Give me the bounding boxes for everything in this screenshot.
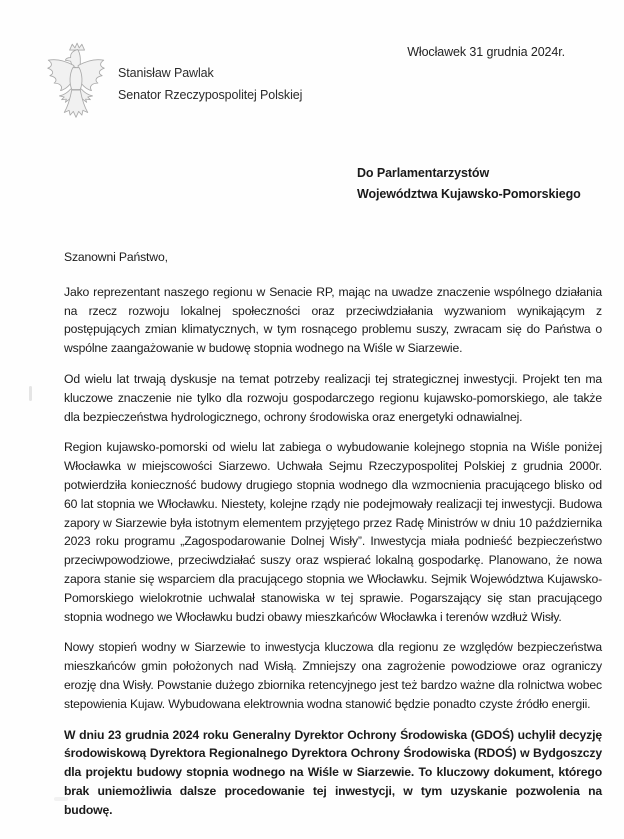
sender-name: Stanisław Pawlak (118, 66, 214, 80)
sender-title: Senator Rzeczypospolitej Polskiej (118, 88, 303, 102)
scan-artifact (54, 797, 68, 801)
place-date: Włocławek 31 grudnia 2024r. (407, 45, 565, 59)
polish-eagle-icon (44, 38, 108, 124)
paragraph-2: Od wielu lat trwają dyskusje na temat potrzeby realizacji tej strategicznej inwestycji. Projekt ten ma kluczowe znaczenie nie tylko dla rozwoju gospodarczego regionu kujawsko-pomorskiego, ale także dla bezpieczeństwa hydrologicznego, ochrony środowiska oraz energetyki odnawialnej. (64, 371, 602, 424)
recipient-line-1: Do Parlamentarzystów (357, 166, 490, 180)
paragraph-5-bold: W dniu 23 grudnia 2024 roku Generalny Dyrektor Ochrony Środowiska (GDOŚ) uchylił decyzję środowiskową Dyrektora Regionalnego Dyrektora Ochrony Środowiska (RDOŚ) w Bydgoszczy dla projektu budowy stopnia wodnego na Wiśle w Siarzewie. To kluczowy dokument, którego brak uniemożliwia dalsze procedowanie tej inwestycji, w tym uzyskanie pozwolenia na budowę. (64, 727, 602, 817)
recipient-line-2: Województwa Kujawsko-Pomorskiego (357, 186, 581, 201)
scan-artifact (29, 386, 32, 401)
polish-eagle-emblem (44, 38, 108, 124)
sender-block (118, 62, 302, 106)
paragraph-3: Region kujawsko-pomorski od wielu lat zabiega o wybudowanie kolejnego stopnia na Wiśle poniżej Włocławka w miejscowości Siarzewo. Uchwała Sejmu Rzeczypospolitej Polskiej z grudnia 2000r. potwierdziła konieczność budowy drugiego stopnia wodnego dla wzmocnienia pracującego blisko od 60 lat stopnia we Włocławku. Niestety, kolejne rządy nie podejmowały realizacji tej inwestycji. Budowa zapory w Siarzewie była istotnym elementem przyjętego przez Radę Ministrów w dniu 10 października 2023 roku programu „Zagospodarowanie Dolnej Wisły”. Inwestycja miała podnieść bezpieczeństwo przeciwpowodziowe, przeciwdziałać suszy oraz wspierać lokalną gospodarkę. Planowano, że nowa zapora stanie się wsparciem dla pracującego stopnia we Włocławku. Sejmik Województwa Kujawsko-Pomorskiego wielokrotnie uchwalał stanowiska w tej sprawie. Pogarszający się stan pracującego stopnia wodnego we Włocławku budzi obawy mieszkańców Włocławka i terenów wzdłuż Wisły. (64, 440, 602, 624)
paragraph-4: Nowy stopień wodny w Siarzewie to inwestycja kluczowa dla regionu ze względów bezpieczeństwa mieszkańców gmin położonych nad Wisłą. Zmniejszy ona zagrożenie powodziowe oraz ograniczy erozję dna Wisły. Powstanie dużego zbiornika retencyjnego jest też bardzo ważne dla rolnictwa wobec stepowienia Kujaw. Wybudowana elektrownia wodna stanowić będzie ponadto czyste źródło energii. (64, 640, 602, 711)
salutation: Szanowni Państwo, (64, 250, 168, 264)
recipient-block (357, 163, 581, 204)
paragraph-1: Jako reprezentant naszego regionu w Senacie RP, mając na uwadze znaczenie wspólnego działania na rzecz rozwoju lokalnej społeczności oraz przeciwdziałania wyzwaniom wynikającym z postępujących zmian klimatycznych, w tym rosnącego problemu suszy, zwracam się do Państwa o wspólne zaangażowanie w budowę stopnia wodnego na Wiśle w Siarzewie. (64, 284, 602, 356)
letter-body (64, 248, 602, 820)
